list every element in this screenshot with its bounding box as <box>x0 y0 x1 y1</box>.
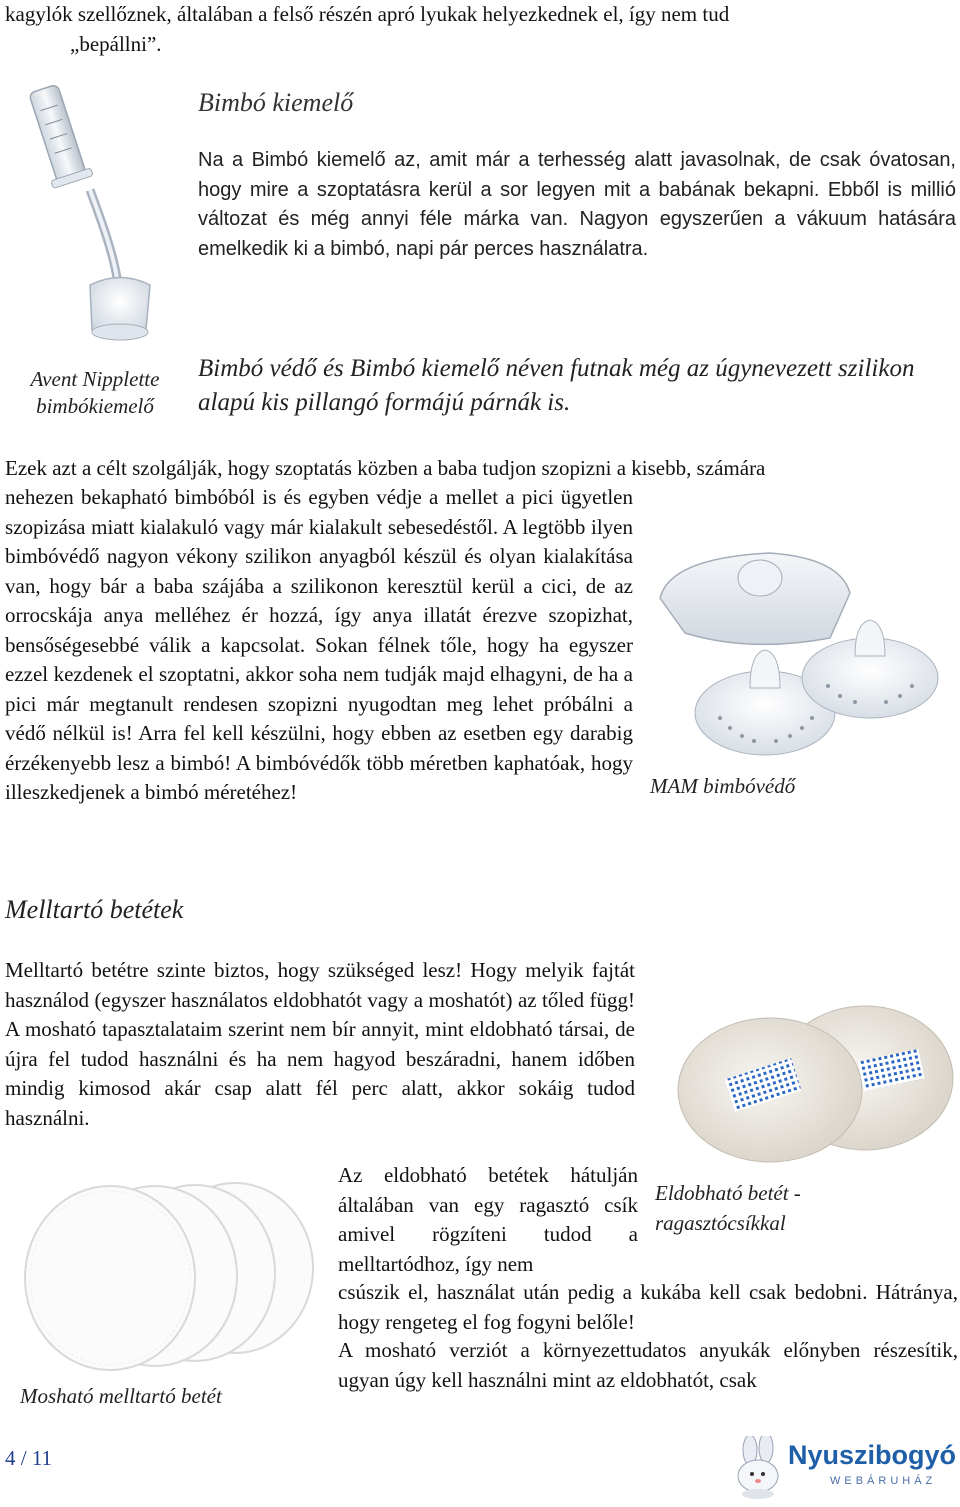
extractor-paragraph: Na a Bimbó kiemelő az, amit már a terhesség alatt javasolnak, de csak óvatosan, hogy mire a szoptatásra kerül a sor legyen mit a babának bekapni. Ebből is millió változat és még annyi féle márka van. Nagyon egyszerűen a vákuum hatására emelkedik ki a bimbó, napi pár perces használatra. <box>198 149 956 260</box>
continued-text: csúszik el, használat után pedig a kukába kell csak bedobni. Hátránya, hogy rengeteg el fog fogyni belőle! <box>338 1280 958 1334</box>
logo-text: Nyuszibogyó <box>788 1440 957 1470</box>
mam-caption: MAM bimbóvédő <box>650 774 796 798</box>
pads-paragraph: Melltartó betétre szinte biztos, hogy szükséged lesz! Hogy melyik fajtát használod (egyszer használatos eldobhatót vagy a moshatót) az tőled függ! A mosható tapasztalataim szerint nem bír annyit, mint eldobható társai, de újra fel tudod használni és ha nem hagyod beszáradni, hanem időben mindig kimosod akár csap alatt fél perc alatt, akkor sokáig tudod használni. <box>5 958 635 1130</box>
shield-paragraph: nehezen bekapható bimbóból is és egyben védje a mellet a pici ügyetlen szopizása miatt kialakuló vagy már kialakult sebesedéstől. A legtöbb ilyen bimbóvédő nagyon vékony szilikon anyagból készül és olyan kialakítása van, hogy bár a baba szájába a szilikonon keresztül kerül a cici, de az orrocskája anya melléhez ér hozzá, így anya illatát érezve szopizhat, bensőségesebbé válik a kapcsolat. Sokan félnek tőle, hogy ha egyszer ezzel kezdenek el szoptatni, akkor soha nem tudják majd elhagyni, de ha a pici már megtanult rendesen szopizni nyugodtan meg lehet próbálni a védő nélkül is! Arra fel kell készülni, hogy ebben az esetben egy darabig érzékenyebb lesz a bimbó! A bimbóvédők több méretben kaphatóak, hogy illeszkedjenek a bimbó méretéhez! <box>5 485 633 804</box>
nipplette-image <box>20 80 180 360</box>
mam-shield-image <box>650 538 950 768</box>
intro-line-1: kagylók szellőznek, általában a felső részén apró lyukak helyezkednek el, így nem tud <box>5 2 730 26</box>
logo-subtext: WEBÁRUHÁZ <box>830 1475 937 1487</box>
bunny-icon <box>730 1436 790 1500</box>
shield-note: Bimbó védő és Bimbó kiemelő néven futnak még az úgynevezett szilikon alapú kis pillangó formájú párnák is. <box>198 355 915 416</box>
disposable-caption-line2: ragasztócsíkkal <box>655 1211 786 1235</box>
nipplette-caption-line1: Avent Nipplette <box>30 367 160 391</box>
disposable-caption-line1: Eldobható betét - <box>655 1181 801 1205</box>
disposable-pads-image <box>670 1000 955 1165</box>
disposable-caption <box>655 1178 801 1238</box>
page-number: 4 / 11 <box>5 1446 53 1470</box>
washable-caption: Mosható melltartó betét <box>20 1384 222 1408</box>
shield-first-line: Ezek azt a célt szolgálják, hogy szoptatás közben a baba tudjon szopizni a kisebb, számára <box>5 456 766 480</box>
heading-pads: Melltartó betétek <box>5 895 184 924</box>
shop-logo[interactable] <box>730 1436 958 1504</box>
intro-line-2: „bepállni”. <box>70 32 162 56</box>
disposable-text: Az eldobható betétek hátulján általában van egy ragasztó csík amivel rögzíteni tudod a melltartódhoz, így nem <box>338 1163 638 1276</box>
washable-pads-image <box>15 1178 315 1378</box>
washable-text: A mosható verziót a környezettudatos anyukák előnyben részesítik, ugyan úgy kell használni mint az eldobhatót, csak <box>338 1338 958 1392</box>
nipplette-caption-line2: bimbókiemelő <box>36 394 154 418</box>
heading-nipple-extractor: Bimbó kiemelő <box>198 88 354 117</box>
nipplette-caption <box>10 366 180 420</box>
